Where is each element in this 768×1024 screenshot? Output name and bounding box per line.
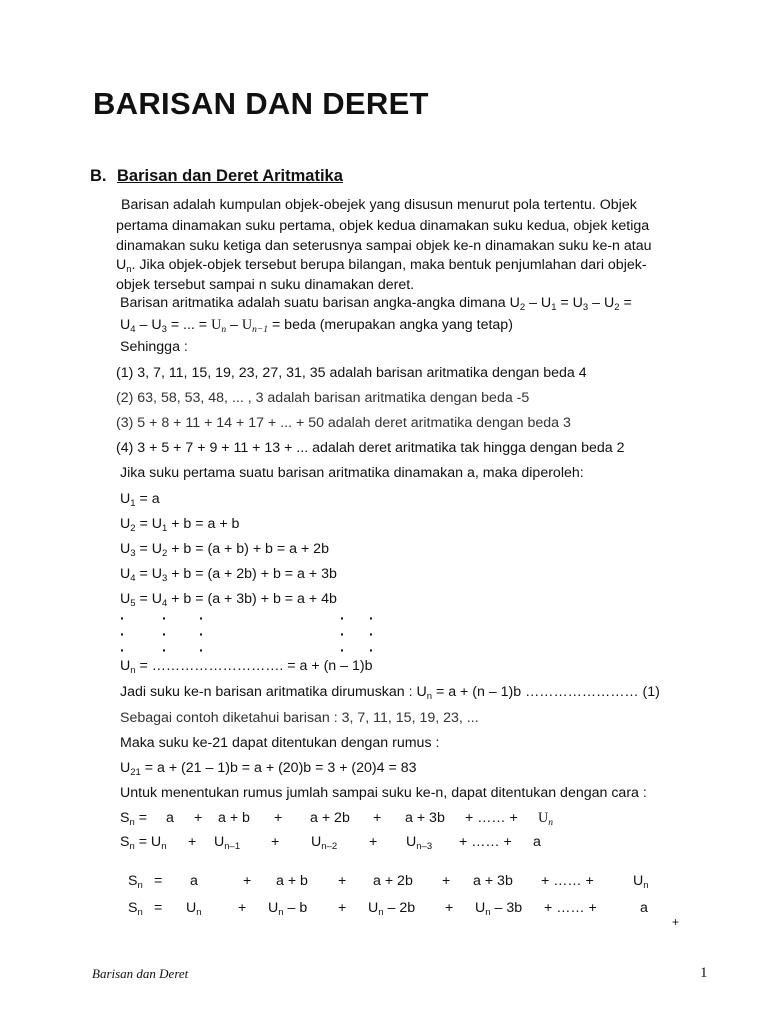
sum1-term-3: a + 2b xyxy=(310,810,350,826)
sum2-plus-1: + xyxy=(188,834,197,850)
sum3-term-n: $U_n$ xyxy=(633,873,649,891)
term-u5: $U_5 = U_4 + b = (a + 3b) + b = a + 4b$ xyxy=(120,591,337,609)
sebagai-line: Sebagai contoh diketahui barisan : 3, 7, 11, 15, 19, 23, ... xyxy=(120,710,479,726)
sum3-eq: = xyxy=(154,873,163,889)
example-3: (3) 5 + 8 + 11 + 14 + 17 + ... + 50 adalah deret aritmatika dengan beda 3 xyxy=(116,415,571,431)
sum-plus-marker: + xyxy=(672,915,680,929)
sum1-plus-2: + xyxy=(274,810,283,826)
sum1-term-1: a xyxy=(166,810,174,826)
untuk-line: Untuk menentukan rumus jumlah sampai suku ke-n, dapat ditentukan dengan cara : xyxy=(120,785,647,801)
sum2-term-3: $U_{n-2}$ xyxy=(311,834,338,852)
ellipsis-dot: · xyxy=(369,643,374,659)
ellipsis-dot: · xyxy=(120,611,125,627)
term-u3: $U_3 = U_2 + b = (a + b) + b = a + 2b$ xyxy=(120,541,329,559)
sum4-dots: + …… + xyxy=(544,900,597,916)
sum3-term-1: a xyxy=(190,873,198,889)
ellipsis-dot: · xyxy=(162,643,167,659)
sum4-term-3: $U_n - 2b$ xyxy=(368,900,416,918)
sum1-term-4: a + 3b xyxy=(405,810,445,826)
definition-line-1: Barisan aritmatika adalah suatu barisan angka-angka dimana $U_2 - U_1 = U_3 - U_2$ = xyxy=(120,295,632,313)
ellipsis-dot: · xyxy=(369,627,374,643)
sum2-term-n: a xyxy=(533,834,541,850)
sum3-term-3: a + 2b xyxy=(373,873,413,889)
sum3-plus-3: + xyxy=(442,873,451,889)
sum2-plus-2: + xyxy=(271,834,280,850)
maka-line: Maka suku ke-21 dapat ditentukan dengan rumus : xyxy=(120,735,440,751)
ellipsis-dot: · xyxy=(199,611,204,627)
ellipsis-dot: · xyxy=(340,627,345,643)
sum4-plus-3: + xyxy=(445,900,454,916)
term-u2: $U_2 = U_1 + b = a + b$ xyxy=(120,516,240,534)
sum4-eq: = xyxy=(154,900,163,916)
example-2: (2) 63, 58, 53, 48, ... , 3 adalah barisan aritmatika dengan beda -5 xyxy=(116,390,530,406)
ellipsis-dot: · xyxy=(369,611,374,627)
ellipsis-dot: · xyxy=(120,643,125,659)
sum4-term-4: $U_n - 3b$ xyxy=(475,900,523,918)
ellipsis-dot: · xyxy=(162,611,167,627)
section-number: B. xyxy=(90,167,107,185)
sum4-plus-2: + xyxy=(338,900,347,916)
term-un: $U_n$ = ………………………. = a + (n – 1)b xyxy=(120,658,373,676)
sum4-plus-1: + xyxy=(238,900,247,916)
sum2-term-4: $U_{n-3}$ xyxy=(406,834,433,852)
term-u1: $U_1 = a$ xyxy=(120,491,160,509)
intro-line-2: pertama dinamakan suku pertama, objek kedua dinamakan suku kedua, objek ketiga xyxy=(116,218,650,234)
ellipsis-dot: · xyxy=(340,643,345,659)
ellipsis-dot: · xyxy=(120,627,125,643)
sehingga-label: Sehingga : xyxy=(120,339,188,355)
sum4-term-1: $U_n$ xyxy=(186,900,202,918)
sum1-dots: + …… + xyxy=(465,810,518,826)
page-number: 1 xyxy=(700,965,708,981)
page-title: BARISAN DAN DERET xyxy=(93,86,429,121)
ellipsis-dot: · xyxy=(199,643,204,659)
sum2-plus-3: + xyxy=(369,834,378,850)
sum4-sn: $S_n$ xyxy=(128,900,143,918)
jadi-formula: Jadi suku ke-n barisan aritmatika dirumuskan : $U_n = a + (n - 1)b$ …………………… (1) xyxy=(120,684,660,702)
sum1-term-n: $U_n$ xyxy=(538,810,553,828)
example-4: (4) 3 + 5 + 7 + 9 + 11 + 13 + ... adalah deret aritmatika tak hingga dengan beda 2 xyxy=(116,440,625,456)
sum2-sn: $S_n = U_n$ xyxy=(120,834,167,852)
sum3-term-4: a + 3b xyxy=(473,873,513,889)
sum3-plus-1: + xyxy=(243,873,252,889)
sum2-dots: + …… + xyxy=(459,834,512,850)
intro-line-4: $U_n$. Jika objek-objek tersebut berupa bilangan, maka bentuk penjumlahan dari objek- xyxy=(116,257,647,275)
sum1-term-2: a + b xyxy=(218,810,250,826)
sum4-term-2: $U_n$ – b xyxy=(268,900,308,918)
sum3-term-2: a + b xyxy=(276,873,308,889)
intro-line-3: dinamakan suku ketiga dan seterusnya sampai objek ke-n dinamakan suku ke-n atau xyxy=(116,238,652,254)
u21-line: $U_{21} = a + (21 - 1)b = a + (20)b = 3 + (20)4 = 83$ xyxy=(120,760,417,778)
sum3-dots: + …… + xyxy=(541,873,594,889)
sum1-plus-1: + xyxy=(194,810,203,826)
jika-line: Jika suku pertama suatu barisan aritmatika dinamakan a, maka diperoleh: xyxy=(120,465,584,481)
sum4-term-n: a xyxy=(640,900,648,916)
section-title: Barisan dan Deret Aritmatika xyxy=(117,167,343,185)
un-symbol: U xyxy=(116,257,127,273)
sum1-plus-3: + xyxy=(373,810,382,826)
ellipsis-dot: · xyxy=(162,627,167,643)
ellipsis-dot: · xyxy=(199,627,204,643)
sum1-sn: $S_n$ = xyxy=(120,810,147,828)
footer-title: Barisan dan Deret xyxy=(92,966,189,981)
term-u4: $U_4 = U_3 + b = (a + 2b) + b = a + 3b$ xyxy=(120,566,337,584)
sum3-sn: $S_n$ xyxy=(128,873,143,891)
ellipsis-dot: · xyxy=(340,611,345,627)
intro-line-1: Barisan adalah kumpulan objek-obejek yang disusun menurut pola tertentu. Objek xyxy=(121,197,637,213)
sum3-plus-2: + xyxy=(338,873,347,889)
definition-line-2: $U_4 - U_3$ = ... = $U_n - U_{n-1}$ = beda (merupakan angka yang tetap) xyxy=(120,317,513,335)
sum2-term-2: $U_{n-1}$ xyxy=(214,834,241,852)
example-1: (1) 3, 7, 11, 15, 19, 23, 27, 31, 35 adalah barisan aritmatika dengan beda 4 xyxy=(116,365,587,381)
intro-line-5: objek tersebut sampai n suku dinamakan deret. xyxy=(116,277,415,293)
